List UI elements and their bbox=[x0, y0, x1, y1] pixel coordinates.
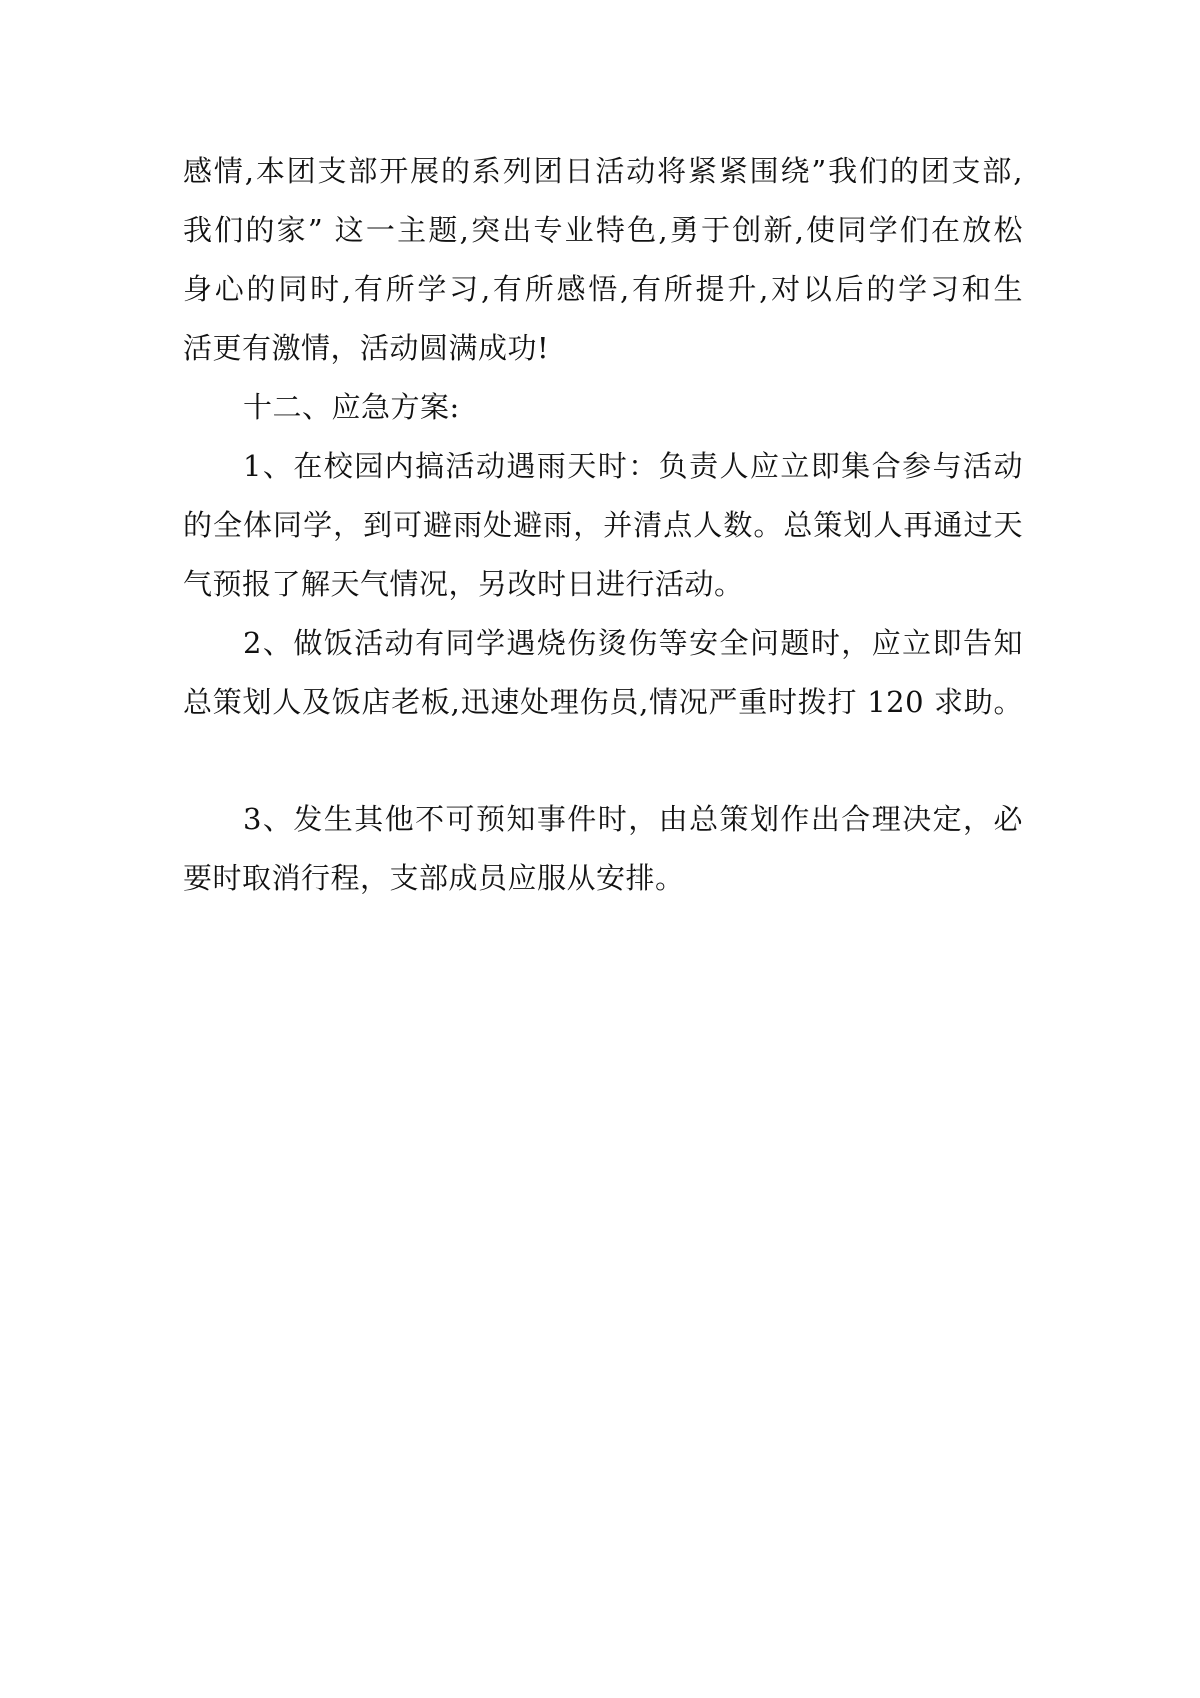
text-line: 1、在校园内搞活动遇雨天时：负责人应立即集合参与活动 bbox=[243, 449, 1023, 483]
paragraph-continued bbox=[183, 153, 1023, 366]
text-line: 我们的家” 这一主题,突出专业特色,勇于创新,使同学们在放松 bbox=[183, 213, 1023, 247]
text-line: 的全体同学，到可避雨处避雨，并清点人数。总策划人再通过天 bbox=[183, 508, 1023, 542]
text-line: 感情,本团支部开展的系列团日活动将紧紧围绕”我们的团支部, bbox=[183, 154, 1023, 188]
text-line: 身心的同时,有所学习,有所感悟,有所提升,对以后的学习和生 bbox=[183, 272, 1023, 306]
text-line: 活更有激情，活动圆满成功! bbox=[183, 331, 550, 365]
text-line: 要时取消行程，支部成员应服从安排。 bbox=[183, 861, 685, 895]
text-line: 气预报了解天气情况，另改时日进行活动。 bbox=[183, 567, 744, 601]
blank-space bbox=[183, 743, 1023, 801]
emergency-item-2 bbox=[183, 625, 1023, 720]
text-line: 总策划人及饭店老板,迅速处理伤员,情况严重时拨打 120 求助。 bbox=[183, 685, 1023, 719]
emergency-item-1 bbox=[183, 448, 1023, 602]
emergency-item-3 bbox=[183, 801, 1023, 896]
text-line: 3、发生其他不可预知事件时，由总策划作出合理决定，必 bbox=[243, 802, 1023, 836]
document-body bbox=[183, 153, 1023, 919]
text-line: 2、做饭活动有同学遇烧伤烫伤等安全问题时，应立即告知 bbox=[243, 626, 1023, 660]
section-heading: 十二、应急方案: bbox=[243, 390, 460, 424]
